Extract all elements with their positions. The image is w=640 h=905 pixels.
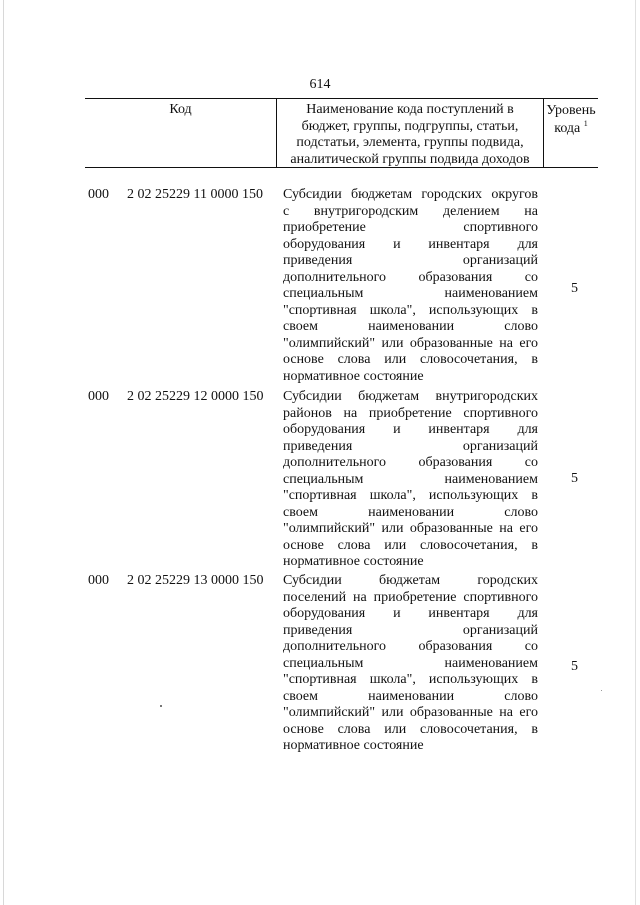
header-level-text: кода [554, 120, 581, 136]
description-line: "олимпийский" или образованные на его [283, 521, 538, 537]
header-level [544, 102, 598, 137]
revenue-code: 2 02 25229 12 0000 150 [127, 389, 264, 404]
description-line: Субсидии бюджетам городских округов [283, 187, 538, 202]
description-line: основе слова или словосочетания, в [283, 537, 538, 553]
scan-artifact [160, 705, 162, 707]
description-line: своем наименовании слово [283, 319, 538, 335]
admin-code: 000 [88, 389, 109, 404]
code-description [283, 573, 538, 755]
description-line: специальным наименованием [283, 655, 538, 671]
header-name-line: аналитической группы подвида доходов [290, 151, 530, 167]
description-line: районов на приобретение спортивного [283, 405, 538, 421]
description-line: основе слова или словосочетания, в [283, 352, 538, 368]
admin-code: 000 [88, 573, 109, 588]
code-level: 5 [571, 471, 578, 486]
description-line: "спортивная школа", использующих в [283, 488, 538, 504]
description-line: специальным наименованием [283, 286, 538, 302]
description-line: Субсидии бюджетам городских [283, 573, 538, 588]
description-line: приведения организаций [283, 438, 538, 454]
description-line: своем наименовании слово [283, 688, 538, 704]
description-line: дополнительного образования со [283, 269, 538, 285]
header-level-line [544, 120, 598, 138]
code-description [283, 187, 538, 386]
header-level-line: Уровень [546, 103, 596, 118]
description-line: поселений на приобретение спортивного [283, 589, 538, 605]
description-line: "олимпийский" или образованные на его [283, 335, 538, 351]
description-line: оборудования и инвентаря для [283, 606, 538, 622]
scan-artifact [601, 690, 602, 691]
revenue-code: 2 02 25229 13 0000 150 [127, 573, 264, 588]
page-edge-right [635, 0, 636, 905]
description-line: "олимпийский" или образованные на его [283, 705, 538, 721]
admin-code: 000 [88, 187, 109, 202]
description-line: "спортивная школа", использующих в [283, 672, 538, 688]
table-header [85, 98, 598, 168]
description-line: оборудования и инвентаря для [283, 236, 538, 252]
description-line: оборудования и инвентаря для [283, 422, 538, 438]
description-line: нормативное состояние [283, 554, 424, 570]
header-name-line: подстатьи, элемента, группы подвида, [296, 135, 524, 150]
header-name [277, 102, 543, 168]
description-line: приведения организаций [283, 253, 538, 269]
header-name-line: Наименование кода поступлений в [306, 102, 514, 117]
description-line: дополнительного образования со [283, 455, 538, 471]
description-line: Субсидии бюджетам внутригородских [283, 389, 538, 404]
description-line: нормативное состояние [283, 369, 424, 385]
code-description [283, 389, 538, 571]
page-edge-left [3, 0, 4, 905]
code-level: 5 [571, 281, 578, 296]
description-line: своем наименовании слово [283, 504, 538, 520]
revenue-code: 2 02 25229 11 0000 150 [127, 187, 263, 202]
description-line: специальным наименованием [283, 471, 538, 487]
page-number: 614 [309, 77, 331, 92]
code-level: 5 [571, 659, 578, 674]
header-code: Код [169, 102, 192, 117]
description-line: нормативное состояние [283, 738, 424, 754]
description-line: дополнительного образования со [283, 639, 538, 655]
description-line: приведения организаций [283, 622, 538, 638]
description-line: "спортивная школа", использующих в [283, 302, 538, 318]
header-name-line: бюджет, группы, подгруппы, статьи, [301, 118, 519, 134]
footnote-marker: 1 [583, 118, 588, 128]
description-line: основе слова или словосочетания, в [283, 721, 538, 737]
description-line: приобретение спортивного [283, 220, 538, 236]
description-line: с внутригородским делением на [283, 203, 538, 219]
